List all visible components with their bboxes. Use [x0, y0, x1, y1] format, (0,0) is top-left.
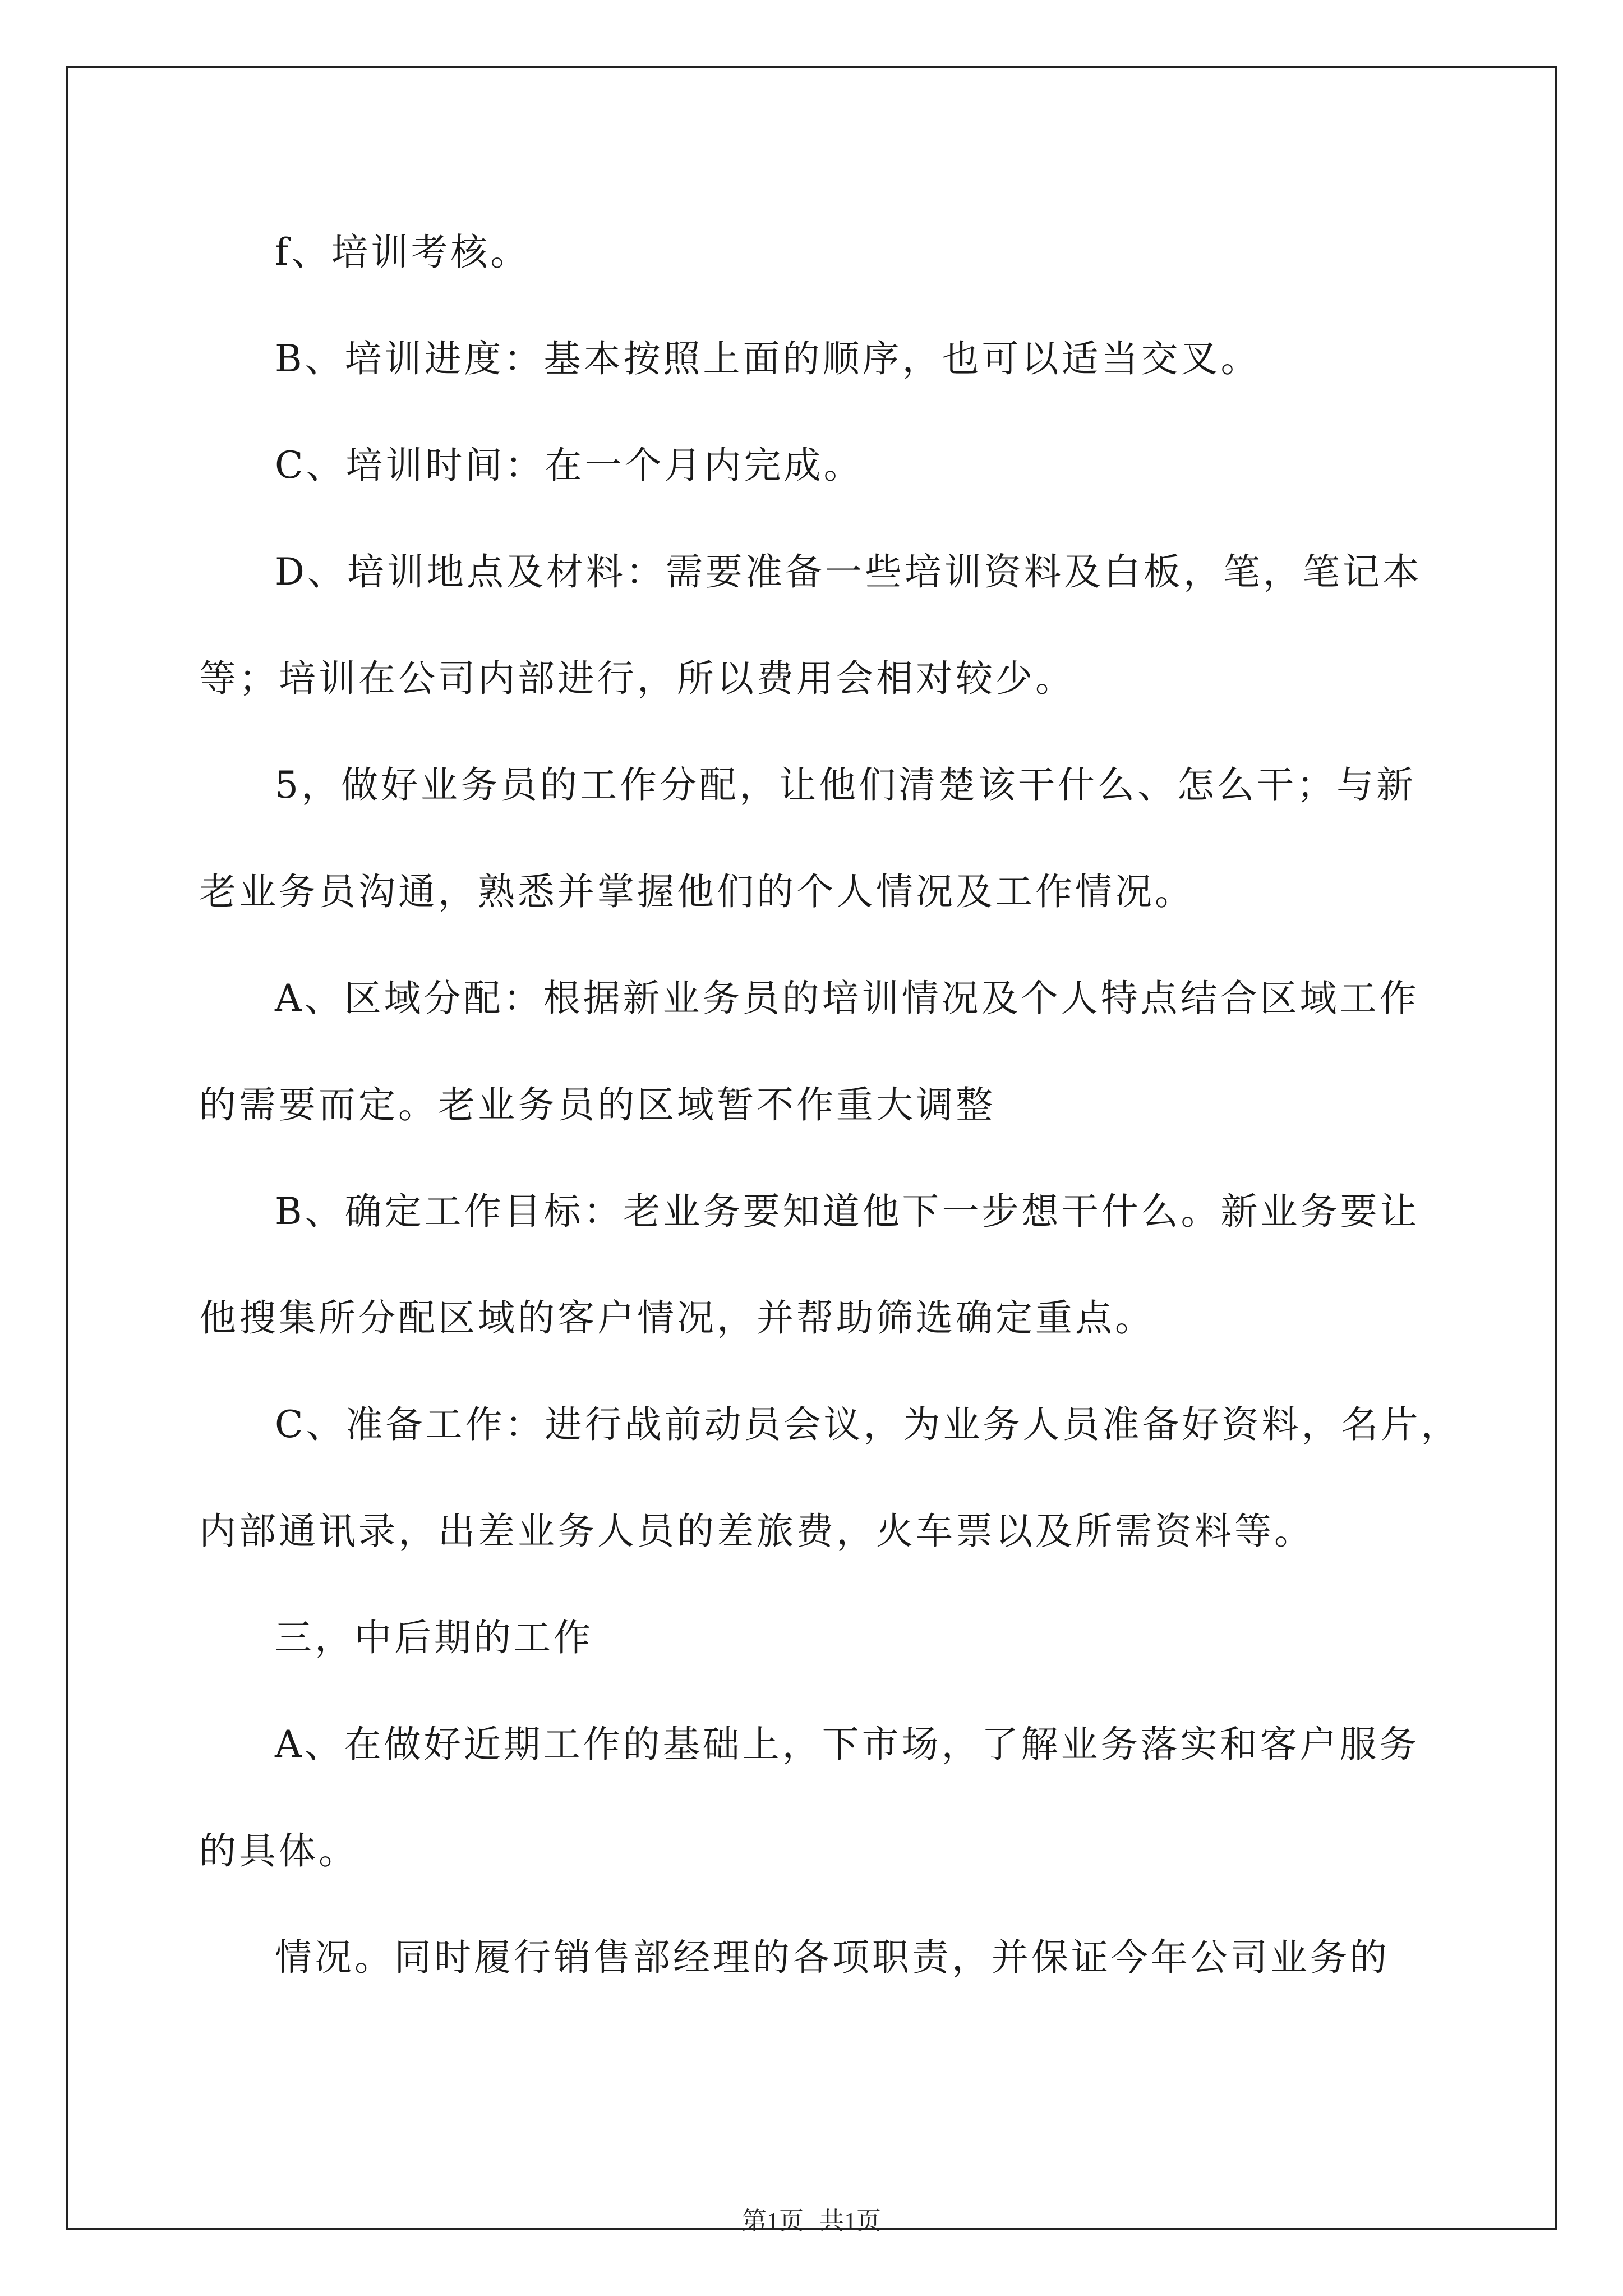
page-number: 第1页 — [742, 2207, 804, 2235]
paragraph-line: B、确定工作目标：老业务要知道他下一步想干什么。新业务要让 — [275, 1190, 1420, 1233]
section-heading: 三，中后期的工作 — [275, 1616, 593, 1659]
paragraph-line: D、培训地点及材料：需要准备一些培训资料及白板，笔，笔记本 — [275, 550, 1422, 593]
paragraph-line: 他搜集所分配区域的客户情况，并帮助筛选确定重点。 — [199, 1296, 1155, 1340]
paragraph-line: A、区域分配：根据新业务员的培训情况及个人特点结合区域工作 — [275, 977, 1419, 1020]
paragraph-line: C、培训时间：在一个月内完成。 — [275, 444, 864, 487]
paragraph-line: 的需要而定。老业务员的区域暂不作重大调整 — [199, 1083, 995, 1126]
paragraph-line: 等；培训在公司内部进行，所以费用会相对较少。 — [199, 657, 1075, 700]
page-footer — [0, 2205, 1623, 2238]
paragraph-line: B、培训进度：基本按照上面的顺序，也可以适当交叉。 — [275, 337, 1261, 380]
paragraph-line: 情况。同时履行销售部经理的各项职责，并保证今年公司业务的 — [275, 1936, 1390, 1979]
paragraph-line: A、在做好近期工作的基础上，下市场，了解业务落实和客户服务 — [275, 1723, 1419, 1766]
paragraph-line: 5，做好业务员的工作分配，让他们清楚该干什么、怎么干；与新 — [275, 763, 1416, 807]
paragraph-line: f、培训考核。 — [275, 231, 531, 274]
paragraph-line: 老业务员沟通，熟悉并掌握他们的个人情况及工作情况。 — [199, 870, 1195, 913]
paragraph-line: 的具体。 — [199, 1829, 358, 1872]
paragraph-line: 内部通讯录，出差业务人员的差旅费，火车票以及所需资料等。 — [199, 1510, 1314, 1553]
paragraph-line: C、准备工作：进行战前动员会议，为业务人员准备好资料，名片， — [275, 1403, 1461, 1446]
page-total: 共1页 — [819, 2207, 881, 2235]
